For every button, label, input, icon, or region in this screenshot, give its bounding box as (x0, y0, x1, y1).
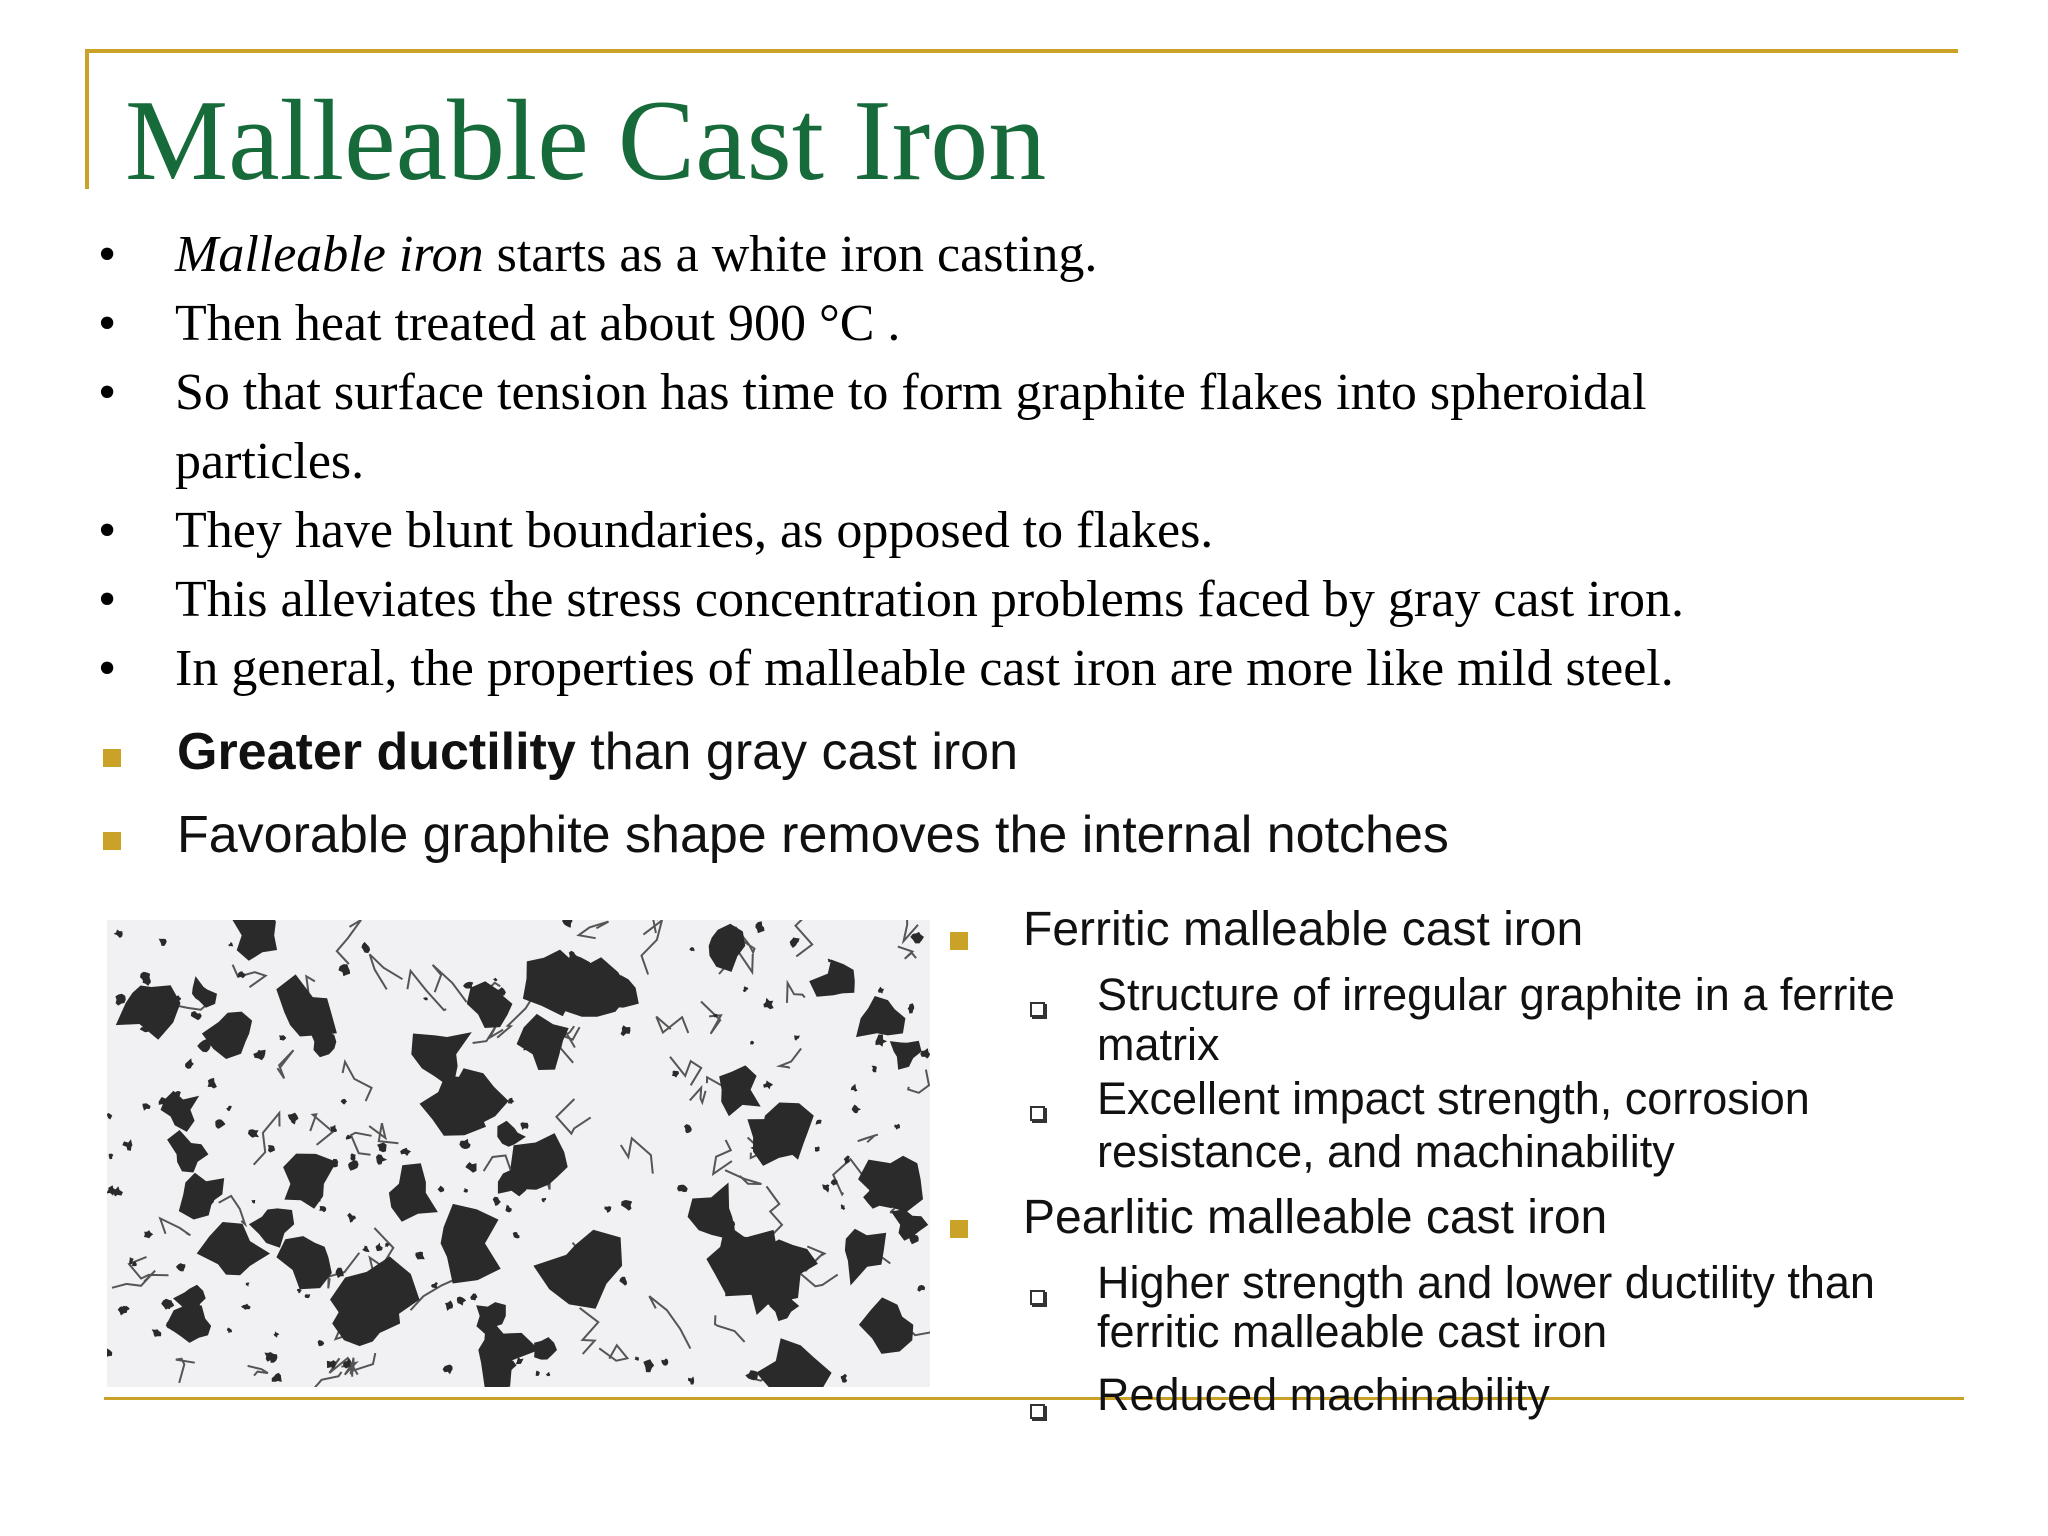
top-rule (85, 49, 1958, 53)
bullet-text: They have blunt boundaries, as opposed to flakes. (175, 502, 1214, 559)
bullet-dot: • (98, 226, 117, 283)
bullet-dot: • (98, 502, 117, 559)
bullet-dot: • (98, 571, 117, 628)
pearlitic-heading: Pearlitic malleable cast iron (1023, 1191, 1608, 1244)
square-bullet-icon (103, 832, 121, 850)
bullet-text: particles. (175, 433, 365, 490)
hollow-square-bullet-icon (1030, 1404, 1045, 1419)
ferritic-item-structure-line1: Structure of irregular graphite in a ferrite (1097, 969, 1895, 1020)
bullet-text: Malleable iron starts as a white iron casting. (175, 226, 1098, 283)
bold-term: Greater ductility (177, 723, 576, 781)
ferritic-item-impact-line2: resistance, and machinability (1097, 1126, 1675, 1177)
ferritic-item-structure-line2: matrix (1097, 1019, 1220, 1070)
bullet-text: So that surface tension has time to form graphite flakes into spheroidal (175, 364, 1647, 421)
ferritic-item-impact-line1: Excellent impact strength, corrosion (1097, 1073, 1810, 1124)
point-ductility: Greater ductility than gray cast iron (177, 723, 1019, 781)
bullet-text: In general, the properties of malleable cast iron are more like mild steel. (175, 640, 1674, 697)
pearlitic-item-strength-line1: Higher strength and lower ductility than (1097, 1257, 1875, 1308)
bullet-dot: • (98, 640, 117, 697)
bullet-dot: • (98, 295, 117, 352)
italic-term: Malleable iron (175, 226, 484, 283)
bullet-dot: • (98, 364, 117, 421)
pearlitic-item-strength-line2: ferritic malleable cast iron (1097, 1306, 1608, 1357)
point-graphite-shape: Favorable graphite shape removes the internal notches (177, 806, 1449, 864)
bottom-rule (104, 1397, 1964, 1400)
bullet-text: Then heat treated at about 900 °C . (175, 295, 901, 352)
slide-title: Malleable Cast Iron (125, 77, 1047, 205)
square-bullet-icon (950, 1220, 968, 1238)
hollow-square-bullet-icon (1030, 1106, 1045, 1121)
pearlitic-item-machinability: Reduced machinability (1097, 1369, 1550, 1420)
ferritic-heading: Ferritic malleable cast iron (1023, 903, 1584, 956)
left-rule (85, 49, 89, 189)
microstructure-image (107, 920, 930, 1387)
square-bullet-icon (950, 932, 968, 950)
hollow-square-bullet-icon (1030, 1002, 1045, 1017)
bullet-text: This alleviates the stress concentration problems faced by gray cast iron. (175, 571, 1684, 628)
square-bullet-icon (103, 749, 121, 767)
hollow-square-bullet-icon (1030, 1290, 1045, 1305)
